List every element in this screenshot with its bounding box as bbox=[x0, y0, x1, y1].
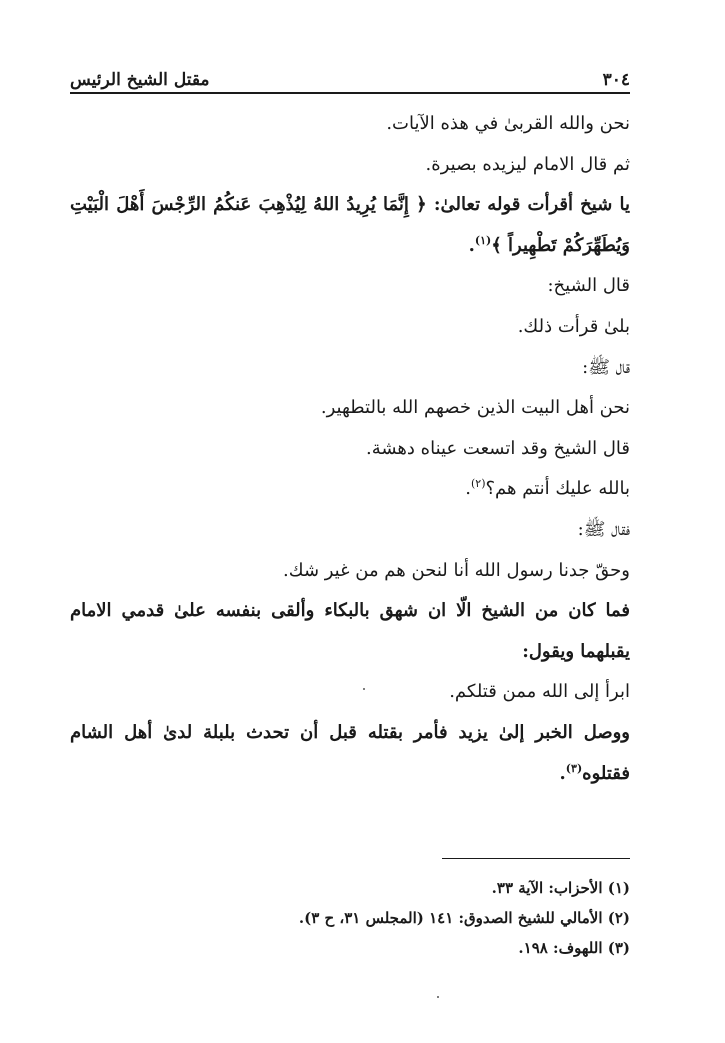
text-line: قال الشيخ وقد اتسعت عيناه دهشة. bbox=[366, 437, 630, 459]
period: . bbox=[465, 478, 471, 500]
period: . bbox=[559, 762, 566, 784]
text-line: نحن أهل البيت الذين خصهم الله بالتطهير. bbox=[320, 397, 630, 419]
text-line: قال ﷺ: bbox=[582, 356, 630, 378]
footnote-separator bbox=[442, 858, 630, 859]
quran-verse-text: وَيُطَهِّرَكُمْ تَطْهِيراً ﴾ bbox=[491, 234, 630, 256]
footnote-marker: (١) bbox=[474, 233, 492, 247]
footnote-item: (٢) الأمالي للشيخ الصدوق: ١٤١ (المجلس ٣١، ح ٣). bbox=[298, 909, 630, 927]
text-line: يقبلهما ويقول: bbox=[522, 640, 630, 662]
period: . bbox=[468, 234, 475, 256]
header-rule bbox=[70, 92, 630, 94]
body-text bbox=[70, 104, 630, 794]
footnote-marker: (٣) bbox=[565, 761, 583, 775]
text-line: نحن والله القربىٰ في هذه الآيات. bbox=[386, 113, 630, 134]
text-line: ووصل الخبر إلىٰ يزيد فأمر بقتله قبل أن تحدث بلبلة لدىٰ أهل الشام bbox=[70, 721, 630, 743]
text-segment: فقتلوه bbox=[582, 762, 630, 784]
footnote-item: (١) الأحزاب: الآية ٣٣. bbox=[491, 879, 630, 897]
text-segment: بالله عليك أنتم هم؟ bbox=[485, 478, 630, 500]
quran-verse-line: يا شيخ أقرأت قوله تعالىٰ: ﴿ إِنَّمَا يُرِيدُ اللهُ لِيُذْهِبَ عَنكُمُ الرِّجْسَ أَهْلَ الْبَيْتِ bbox=[70, 194, 630, 216]
page-number: ٣٠٤ bbox=[602, 70, 630, 90]
quran-verse-line-end bbox=[70, 226, 630, 267]
footnotes bbox=[70, 873, 630, 963]
print-speck bbox=[437, 996, 439, 998]
text-line: ابرأ إلى الله ممن قتلكم. bbox=[449, 681, 630, 703]
text-line: قال الشيخ: bbox=[547, 275, 630, 297]
print-speck bbox=[363, 688, 365, 690]
text-line: فما كان من الشيخ الّا ان شهق بالبكاء وألقى بنفسه علىٰ قدمي الامام bbox=[70, 600, 630, 622]
footnote-item: (٣) اللهوف: ١٩٨. bbox=[518, 939, 630, 957]
text-line: ثم قال الامام ليزيده بصيرة. bbox=[425, 153, 630, 175]
footnote-marker: (٢) bbox=[470, 477, 486, 491]
text-line: فقال ﷺ: bbox=[577, 518, 630, 540]
text-line-with-note bbox=[70, 754, 630, 795]
text-line: وحقّ جدنا رسول الله أنا لنحن هم من غير شك. bbox=[283, 559, 630, 581]
running-title: مقتل الشيخ الرئيس bbox=[70, 70, 210, 90]
running-head bbox=[70, 60, 630, 90]
text-line-with-note bbox=[70, 469, 630, 510]
text-line: بلىٰ قرأت ذلك. bbox=[517, 315, 630, 337]
